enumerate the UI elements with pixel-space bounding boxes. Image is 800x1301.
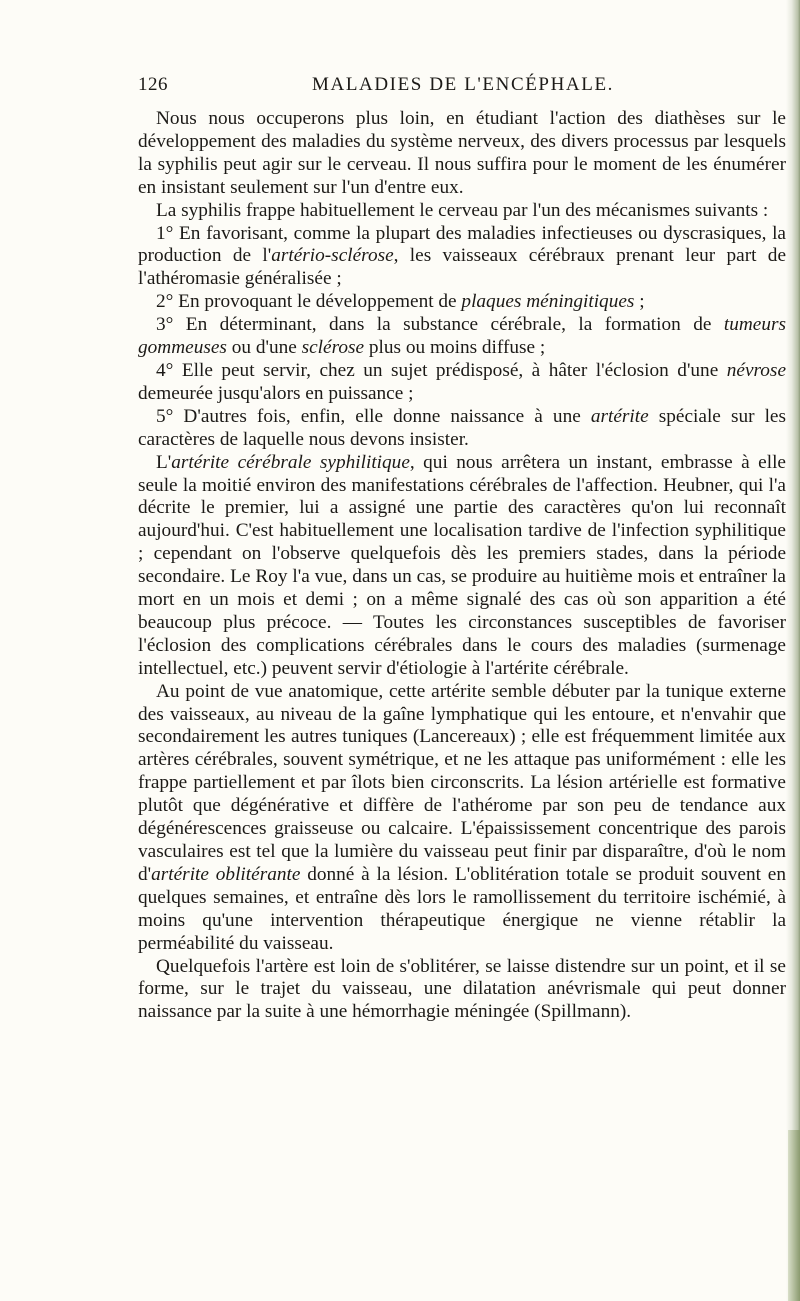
- scan-page-edge-shadow: [788, 1130, 800, 1301]
- italic-term: artério-sclérose: [271, 245, 394, 267]
- page-number: 126: [138, 74, 168, 95]
- text-run: , qui nous arrêtera un instant, embrasse à elle seule la moitié environ des manifestations cérébrales de l'affection. Heubner, qui l'a décrite le premier, lui a assigné une partie des caractères qu'on lui reconnaît aujourd'hui. C'est habituellement une localisation tardive de l'infection syphilitique ; cependant on l'observe quelquefois dès les premiers stades, dans la période secondaire. Le Roy l'a vue, dans un cas, se produire au huitième mois et entraîner la mort en un mois et demi ; on a même signalé des cas où son apparition a été beaucoup plus précoce. — Toutes les circonstances susceptibles de favoriser l'éclosion des complications cérébrales dans le cours des maladies (surmenage intellectuel, etc.) peuvent servir d'étiologie à l'artérite cérébrale.: [138, 451, 786, 679]
- text-run: Au point de vue anatomique, cette artérite semble débuter par la tunique externe des vaisseaux, au niveau de la gaîne lymphatique qui les entoure, et n'envahir que secondairement les autres tuniques (Lancereaux) ; elle est fréquemment limitée aux artères cérébrales, souvent symétrique, et ne les attaque pas uniformément : elle les frappe partiellement et par îlots bien circonscrits. La lésion artérielle est formative plutôt que dégénérative et diffère de l'athérome par son peu de tendance aux dégénérescences graisseuse ou calcaire. L'épaississement concentrique des parois vasculaires est tel que la lumière du vaisseau peut finir par disparaître, d'où le nom d': [138, 680, 786, 885]
- running-head: MALADIES DE L'ENCÉPHALE.: [312, 74, 614, 95]
- text-run: demeurée jusqu'alors en puissance ;: [138, 382, 414, 404]
- text-run: L': [156, 451, 172, 473]
- list-item-2: [138, 291, 786, 314]
- paragraph-arterite: [138, 452, 786, 681]
- text-run: 1° En favorisant, comme la plupart des maladies infectieuses ou dyscrasiques, la production de l': [138, 222, 786, 267]
- text-run: plus ou moins diffuse ;: [364, 337, 546, 359]
- paragraph-mechanisms-intro: [138, 200, 786, 223]
- italic-term: artérite cérébrale syphilitique: [171, 451, 410, 473]
- text-run: La syphilis frappe habituellement le cerveau par l'un des mécanismes suivants :: [156, 199, 769, 221]
- text-run: , les vaisseaux cérébraux prenant leur part de l'athéromasie généralisée ;: [138, 245, 786, 290]
- text-run: Quelquefois l'artère est loin de s'oblitérer, se laisse distendre sur un point, et il se forme, sur le trajet du vaisseau, une dilatation anévrismale qui peut donner naissance par la suite à une hémorrhagie méningée (Spillmann).: [138, 955, 786, 1023]
- italic-term: sclérose: [301, 337, 365, 359]
- text-run: 2° En provoquant le développement de: [156, 291, 462, 313]
- text-run: ;: [634, 291, 645, 313]
- italic-term: artérite oblitérante: [151, 863, 301, 885]
- page-header: [138, 74, 786, 108]
- paragraph-anatomy: [138, 681, 786, 956]
- text-run: 3° En déterminant, dans la substance cérébrale, la formation de: [156, 314, 724, 336]
- italic-term: plaques méningitiques: [461, 291, 635, 313]
- text-run: 5° D'autres fois, enfin, elle donne naissance à une: [156, 405, 591, 427]
- italic-term: tumeurs gommeuses: [138, 314, 786, 359]
- paragraph-intro: [138, 108, 786, 200]
- list-item-3: [138, 314, 786, 360]
- italic-term: névrose: [726, 359, 786, 381]
- italic-term: artérite: [590, 405, 649, 427]
- paragraph-aneurysm: [138, 956, 786, 1025]
- body-text: [138, 108, 786, 1024]
- text-run: Nous nous occuperons plus loin, en étudiant l'action des diathèses sur le développement des maladies du système nerveux, des divers processus par lesquels la syphilis peut agir sur le cerveau. Il nous suffira pour le moment de les énumérer en insistant seulement sur l'un d'entre eux.: [138, 108, 786, 198]
- text-run: donné à la lésion. L'oblitération totale se produit souvent en quelques semaines, et entraîne dès lors le ramollissement du territoire ischémié, à moins qu'une intervention thérapeutique énergique ne vienne rétablir la perméabilité du vaisseau.: [138, 863, 787, 954]
- text-run: 4° Elle peut servir, chez un sujet prédisposé, à hâter l'éclosion d'une: [156, 359, 727, 381]
- scan-page-edge: [786, 0, 800, 1301]
- text-run: spéciale sur les caractères de laquelle nous devons insister.: [138, 405, 786, 450]
- text-run: ou d'une: [226, 337, 302, 359]
- list-item-4: [138, 360, 786, 406]
- list-item-5: [138, 406, 786, 452]
- book-page: [138, 74, 786, 1024]
- list-item-1: [138, 223, 786, 292]
